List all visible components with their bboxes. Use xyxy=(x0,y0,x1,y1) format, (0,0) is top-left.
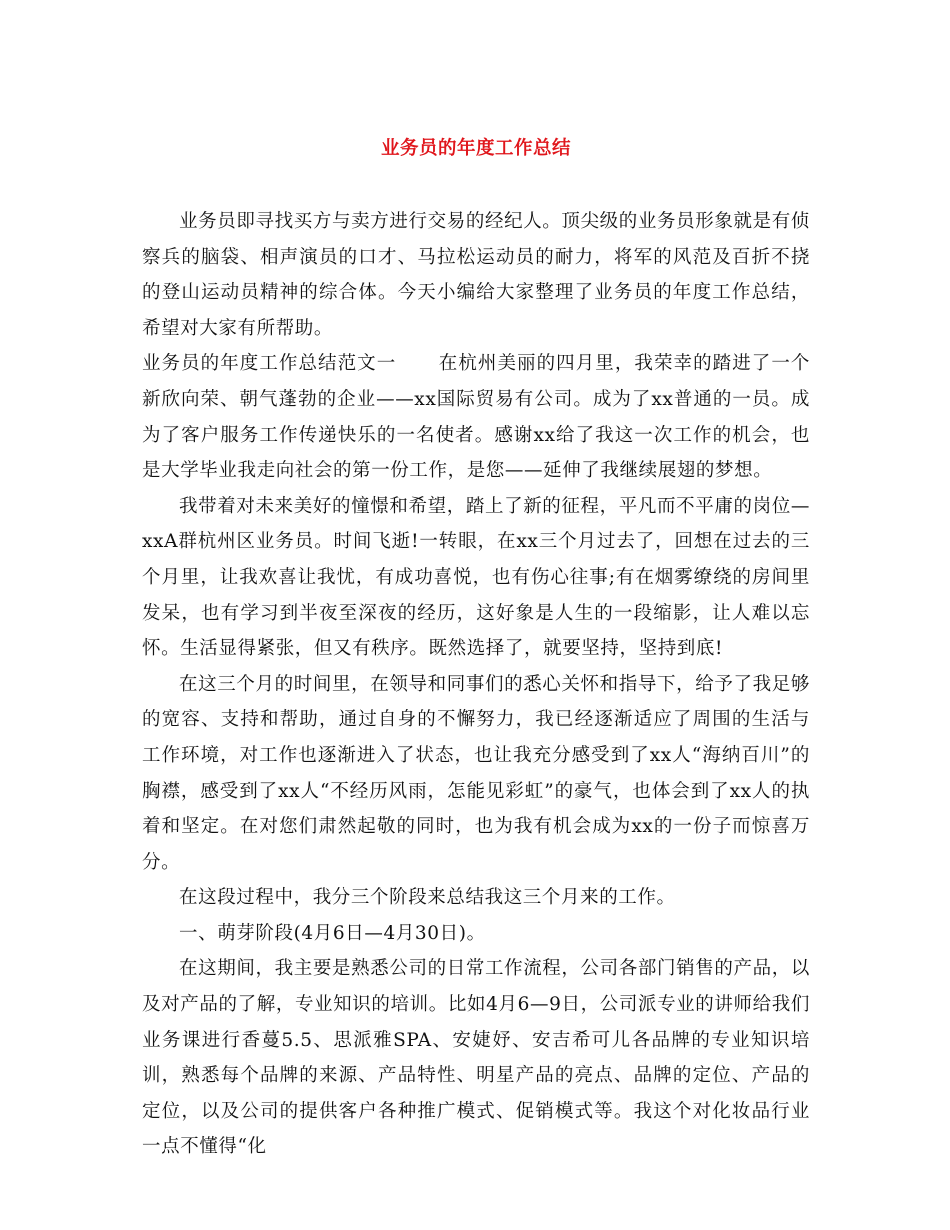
stage-heading: 一、萌芽阶段(4月6日—4月30日)。 xyxy=(179,922,486,944)
section-paragraph xyxy=(142,346,810,488)
body-paragraph: 在这段过程中，我分三个阶段来总结我这三个月来的工作。 xyxy=(179,887,676,909)
document-body xyxy=(142,204,810,1165)
body-paragraph: 在这期间，我主要是熟悉公司的日常工作流程，公司各部门销售的产品，以及对产品的了解，专业知识的培训。比如4月6—9日，公司派专业的讲师给我们业务课进行香蔓5.5、思派雅SPA、安婕妤、安吉希可儿各品牌的专业知识培训，熟悉每个品牌的来源、产品特性、明星产品的亮点、品牌的定位、产品的定位，以及公司的提供客户各种推广模式、促销模式等。我这个对化妆品行业一点不懂得“化 xyxy=(142,958,810,1158)
intro-paragraph: 业务员即寻找买方与卖方进行交易的经纪人。顶尖级的业务员形象就是有侦察兵的脑袋、相声演员的口才、马拉松运动员的耐力，将军的风范及百折不挠的登山运动员精神的综合体。今天小编给大家整理了业务员的年度工作总结，希望对大家有所帮助。 xyxy=(142,211,810,339)
body-paragraph: 我带着对未来美好的憧憬和希望，踏上了新的征程，平凡而不平庸的岗位—xxA群杭州区业务员。时间飞逝!一转眼，在xx三个月过去了，回想在过去的三个月里，让我欢喜让我忧，有成功喜悦，也有伤心往事;有在烟雾缭绕的房间里发呆，也有学习到半夜至深夜的经历，这好象是人生的一段缩影，让人难以忘怀。生活显得紧张，但又有秩序。既然选择了，就要坚持，坚持到底! xyxy=(142,495,810,660)
body-paragraph: 在这三个月的时间里，在领导和同事们的悉心关怀和指导下，给予了我足够的宽容、支持和帮助，通过自身的不懈努力，我已经逐渐适应了周围的生活与工作环境，对工作也逐渐进入了状态，也让我充分感受到了xx人“海纳百川”的胸襟，感受到了xx人“不经历风雨，怎能见彩虹”的豪气，也体会到了xx人的执着和坚定。在对您们肃然起敬的同时，也为我有机会成为xx的一份子而惊喜万分。 xyxy=(142,673,810,873)
section-heading: 业务员的年度工作总结范文一 xyxy=(142,353,397,375)
document-title: 业务员的年度工作总结 xyxy=(380,138,571,159)
section-first-text: 在杭州美丽的四月里，我荣幸的踏进了一个新欣向荣、朝气蓬勃的企业——xx国际贸易有公司。成为了xx普通的一员。成为了客户服务工作传递快乐的一名使者。感谢xx给了我这一次工作的机会，也是大学毕业我走向社会的第一份工作，是您——延伸了我继续展翅的梦想。 xyxy=(142,353,810,482)
